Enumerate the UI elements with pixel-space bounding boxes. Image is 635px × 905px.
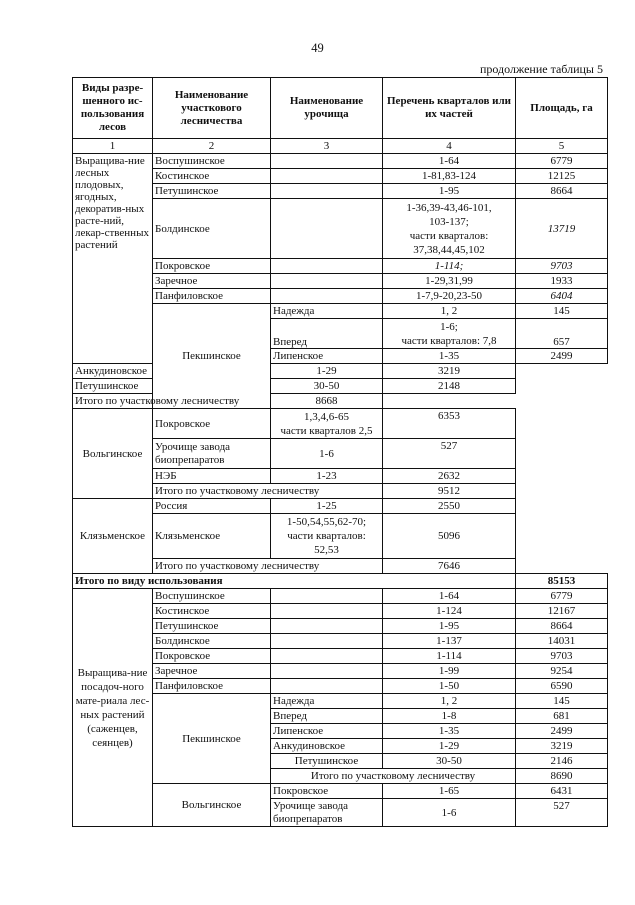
tract-cell: НЭБ [153,469,271,484]
tract-cell [271,274,383,289]
tract-cell: Покровское [271,784,383,799]
area-cell: 527 [516,799,608,827]
area-cell: 6779 [516,589,608,604]
quarters-cell: 1-25 [271,499,383,514]
area-cell: 13719 [516,199,608,259]
header-area: Площадь, га [516,78,608,139]
area-cell: 14031 [516,634,608,649]
col-number: 2 [153,139,271,154]
table-row [73,304,608,319]
area-cell: 6404 [516,289,608,304]
quarters-line: 1-6; [440,320,458,333]
table-row [73,679,608,694]
area-cell: 9703 [516,649,608,664]
table-row [73,439,608,469]
table-row [73,649,608,664]
area-cell: 8664 [516,184,608,199]
quarters-cell: 1-99 [383,664,516,679]
area-cell: 2146 [516,754,608,769]
table-row [73,514,608,559]
page-number: 49 [311,41,324,55]
tract-cell: Россия [153,499,271,514]
forestry-cell: Пекшинское [153,694,271,784]
area-cell: 1933 [516,274,608,289]
area-cell: 2632 [383,469,516,484]
quarters-line: части кварталов: 7,8 [401,334,497,347]
area-cell: 6779 [516,154,608,169]
area-cell: 9254 [516,664,608,679]
quarters-cell: 1-64 [383,154,516,169]
tract-cell [271,604,383,619]
tract-cell [271,289,383,304]
area-cell: 2148 [383,379,516,394]
tract-cell: Клязьменское [153,514,271,559]
subtotal-row [73,559,608,574]
area-cell: 3219 [516,739,608,754]
tract-cell [271,199,383,259]
tract-cell: Липенское [271,724,383,739]
quarters-cell: 1-6 [383,799,516,827]
tract-cell: Надежда [271,304,383,319]
tract-cell: Петушинское [271,754,383,769]
header-tract: Наименование урочища [271,78,383,139]
quarters-cell: 1-114; [383,259,516,274]
quarters-cell: 1-114 [383,649,516,664]
header-use-type: Виды разре-шенного ис-пользования лесов [73,78,153,139]
tract-cell: Вперед [271,319,383,349]
header-forestry: Наименование участкового лесничества [153,78,271,139]
header-quarters: Перечень кварталов или их частей [383,78,516,139]
subtotal-label: Итого по участковому лесничеству [153,559,383,574]
area-cell: 2499 [516,724,608,739]
tract-cell: Анкудиновское [73,364,153,379]
area-cell: 2499 [516,349,608,364]
use-type-cell: Выращива-ние лесных плодовых, ягодных, декоратив-ных расте-ний, лекар-ственных растений [73,154,153,364]
header-row [73,78,608,139]
quarters-cell: 1-29 [271,364,383,379]
area-cell: 8664 [516,619,608,634]
subtotal-label: Итого по участковому лесничеству [271,769,516,784]
area-cell: 6353 [383,409,516,439]
quarters-cell: 1-23 [271,469,383,484]
quarters-line: 1,3,4,6-65 [304,410,349,423]
forestry-cell: Заречное [153,274,271,289]
table-row [73,664,608,679]
forestry-cell: Заречное [153,664,271,679]
area-cell: 12167 [516,604,608,619]
tract-cell: Надежда [271,694,383,709]
grand-total-value: 85153 [516,574,608,589]
quarters-cell: 1-81,83-124 [383,169,516,184]
tract-cell [271,259,383,274]
forestry-cell: Костинское [153,169,271,184]
quarters-cell: 1-35 [383,349,516,364]
forestry-cell: Петушинское [153,184,271,199]
table-row [73,259,608,274]
column-number-row [73,139,608,154]
tract-cell [271,154,383,169]
tract-cell: Петушинское [73,379,153,394]
use-type-cell: Выращива-ние посадоч-ного мате-риала лес-ных растений (саженцев, сеянцев) [73,589,153,827]
area-cell: 145 [516,304,608,319]
forestry-cell: Вольгинское [153,784,271,827]
tract-cell [271,634,383,649]
allowed-use-table [72,77,608,827]
quarters-line: 52,53 [314,544,339,556]
subtotal-label: Итого по участковому лесничеству [153,484,383,499]
table-row [73,499,608,514]
area-cell: 2550 [383,499,516,514]
quarters-cell: 1-8 [383,709,516,724]
area-cell: 3219 [383,364,516,379]
quarters-line: 1-50,54,55,62-70; [286,516,367,528]
forestry-cell: Клязьменское [73,499,153,574]
table-row [73,619,608,634]
area-cell: 12125 [516,169,608,184]
table-row [73,784,608,799]
quarters-cell: 1-35 [383,724,516,739]
quarters-cell: 1, 2 [383,304,516,319]
area-cell: 681 [516,709,608,724]
area-cell: 9703 [516,259,608,274]
quarters-line: 37,38,44,45,102 [413,243,485,256]
area-cell: 5096 [383,514,516,559]
quarters-line: части кварталов: [287,530,366,542]
table-row [73,469,608,484]
table-row [73,604,608,619]
quarters-cell [383,319,516,349]
forestry-cell: Панфиловское [153,289,271,304]
quarters-cell: 1, 2 [383,694,516,709]
quarters-cell: 30-50 [383,754,516,769]
quarters-line: 1-36,39-43,46-101, [406,201,492,214]
quarters-cell: 1-6 [271,439,383,469]
quarters-line: части кварталов: [409,229,489,242]
subtotal-value: 9512 [383,484,516,499]
subtotal-value: 8668 [271,394,383,409]
quarters-cell: 1-64 [383,589,516,604]
tract-cell: Вперед [271,709,383,724]
table-continuation-note: продолжение таблицы 5 [479,62,603,76]
tract-cell: Покровское [153,409,271,439]
table-row [73,694,608,709]
forestry-cell: Воспушинское [153,589,271,604]
tract-cell: Анкудиновское [271,739,383,754]
quarters-cell [271,409,383,439]
quarters-cell: 1-29 [383,739,516,754]
quarters-line: 103-137; [429,215,469,228]
quarters-line: части кварталов 2,5 [280,424,373,437]
quarters-cell: 1-50 [383,679,516,694]
forestry-cell: Вольгинское [73,409,153,499]
subtotal-row [73,394,608,409]
quarters-cell [271,514,383,559]
quarters-cell: 1-29,31,99 [383,274,516,289]
col-number: 5 [516,139,608,154]
forestry-cell: Воспушинское [153,154,271,169]
tract-cell [271,649,383,664]
quarters-cell: 1-95 [383,184,516,199]
grand-total-row [73,574,608,589]
tract-cell: Урочище завода биопрепаратов [271,799,383,827]
quarters-cell: 1-65 [383,784,516,799]
tract-cell [271,664,383,679]
table-row [73,184,608,199]
quarters-cell: 30-50 [271,379,383,394]
tract-cell [271,619,383,634]
forestry-cell: Покровское [153,259,271,274]
tract-cell [271,679,383,694]
tract-cell [271,589,383,604]
table-row [73,154,608,169]
area-cell: 6590 [516,679,608,694]
table-row [73,409,608,439]
subtotal-value: 7646 [383,559,516,574]
tract-cell [271,184,383,199]
table-row [73,169,608,184]
grand-total-label: Итого по виду использования [73,574,516,589]
subtotal-value: 8690 [516,769,608,784]
col-number: 4 [383,139,516,154]
forestry-cell: Болдинское [153,634,271,649]
area-cell: 527 [383,439,516,469]
subtotal-label: Итого по участковому лесничеству [73,394,271,409]
table-row [73,199,608,259]
table-row [73,289,608,304]
tract-cell [271,169,383,184]
col-number: 3 [271,139,383,154]
table-row [73,274,608,289]
quarters-cell [383,199,516,259]
area-cell: 657 [516,319,608,349]
tract-cell: Липенское [271,349,383,364]
forestry-cell: Болдинское [153,199,271,259]
col-number: 1 [73,139,153,154]
forestry-cell: Костинское [153,604,271,619]
area-cell: 145 [516,694,608,709]
table-row [73,589,608,604]
table-row [73,634,608,649]
forestry-cell: Панфиловское [153,679,271,694]
forestry-cell: Петушинское [153,619,271,634]
area-cell: 6431 [516,784,608,799]
forestry-cell: Покровское [153,649,271,664]
forestry-cell: Пекшинское [153,304,271,409]
quarters-cell: 1-137 [383,634,516,649]
subtotal-row [73,484,608,499]
quarters-cell: 1-95 [383,619,516,634]
tract-cell: Урочище завода биопрепаратов [153,439,271,469]
quarters-cell: 1-124 [383,604,516,619]
quarters-cell: 1-7,9-20,23-50 [383,289,516,304]
